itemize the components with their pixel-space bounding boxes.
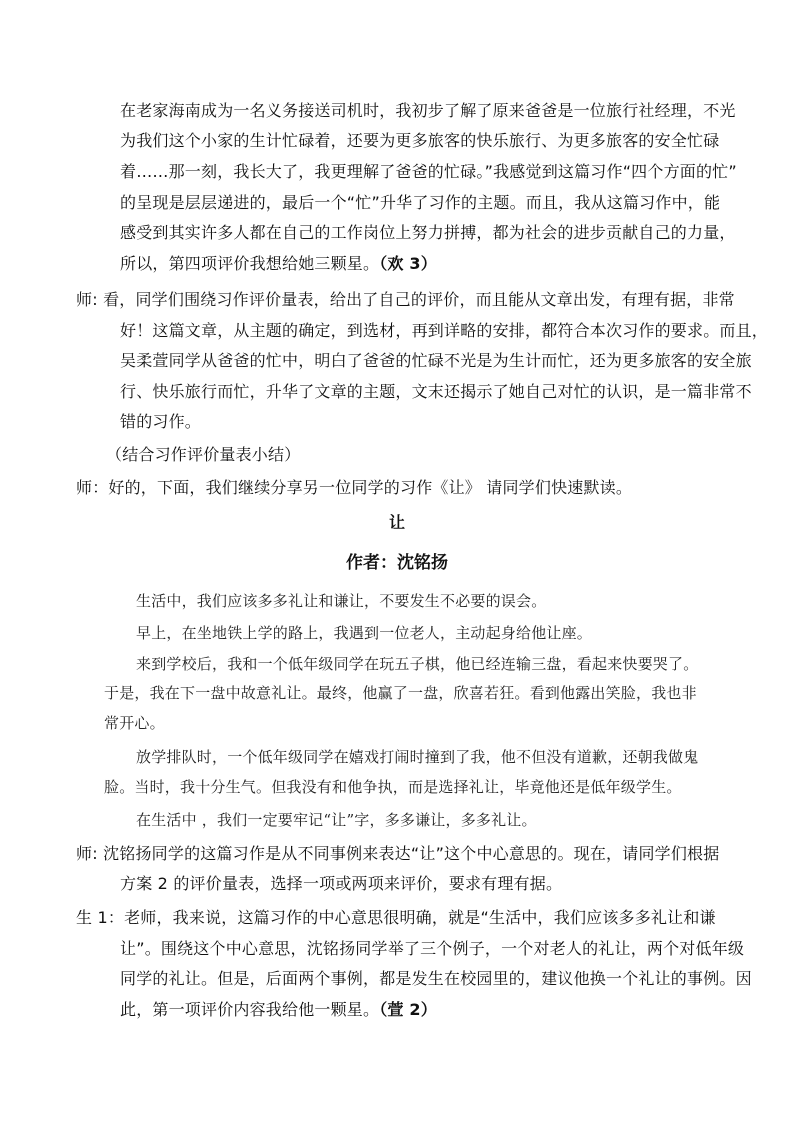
essay-line-4: 于是，我在下一盘中故意礼让。最终，他赢了一盘，欣喜若狂。看到他露出笑脸，我也非 bbox=[104, 684, 697, 702]
para1-last-text: 所以，第四项评价我想给她三颗星。 bbox=[120, 254, 380, 273]
para1-line-2: 为我们这个小家的生计忙碌着，还要为更多旅客的快乐旅行、为更多旅客的安全忙碌 bbox=[120, 131, 720, 150]
essay-line-5: 常开心。 bbox=[104, 714, 165, 732]
para5-line-2: 让”。围绕这个中心意思，沈铭扬同学举了三个例子，一个对老人的礼让，两个对低年级 bbox=[120, 939, 745, 958]
para5-last-tag: （萱 2） bbox=[379, 1000, 437, 1019]
essay-line-6: 放学排队时，一个低年级同学在嬉戏打闹时撞到了我，他不但没有道歉，还朝我做鬼 bbox=[136, 748, 699, 766]
essay-line-2: 早上，在坐地铁上学的路上，我遇到一位老人，主动起身给他让座。 bbox=[136, 624, 593, 642]
para5-line-3: 同学的礼让。但是，后面两个事例，都是发生在校园里的，建议他换一个礼让的事例。因 bbox=[120, 969, 752, 988]
para3-line-1: 师：好的，下面，我们继续分享另一位同学的习作《让》 请同学们快速默读。 bbox=[76, 478, 633, 497]
para1-line-6 bbox=[120, 249, 437, 280]
para1-line-4: 的呈现是层层递进的，最后一个“忙”升华了习作的主题。而且，我从这篇习作中，能 bbox=[120, 193, 721, 212]
para5-last-text: 此，第一项评价内容我给他一颗星。 bbox=[120, 1000, 380, 1019]
para1-line-1: 在老家海南成为一名义务接送司机时，我初步了解了原来爸爸是一位旅行社经理，不光 bbox=[120, 101, 736, 120]
summary-note: （结合习作评价量表小结） bbox=[106, 445, 301, 464]
essay-line-3: 来到学校后，我和一个低年级同学在玩五子棋，他已经连输三盘，看起来快要哭了。 bbox=[136, 655, 699, 673]
para2-line-1: 师: 看，同学们围绕习作评价量表，给出了自己的评价，而且能从文章出发，有理有据，非常 bbox=[76, 290, 735, 309]
para2-line-2: 好！这篇文章，从主题的确定，到选材，再到详略的安排，都符合本次习作的要求。而且， bbox=[120, 321, 769, 340]
essay-title: 让 bbox=[388, 513, 405, 532]
para2-line-3: 吴柔萱同学从爸爸的忙中，明白了爸爸的忙碌不光是为生计而忙，还为更多旅客的安全旅 bbox=[120, 351, 752, 370]
para2-line-4: 行、快乐旅行而忙，升华了文章的主题，文末还揭示了她自己对忙的认识，是一篇非常不 bbox=[120, 382, 752, 401]
para4-line-1: 师: 沈铭扬同学的这篇习作是从不同事例来表达“让”这个中心意思的。现在，请同学们根据 bbox=[76, 844, 720, 863]
para5-line-4 bbox=[120, 995, 437, 1026]
para1-line-5: 感受到其实许多人都在自己的工作岗位上努力拼搏，都为社会的进步贡献自己的力量， bbox=[120, 223, 736, 242]
para4-line-2: 方案 2 的评价量表，选择一项或两项来评价，要求有理有据。 bbox=[120, 874, 563, 893]
essay-line-7: 脸。当时，我十分生气。但我没有和他争执，而是选择礼让，毕竟他还是低年级学生。 bbox=[104, 778, 682, 796]
para2-line-5: 错的习作。 bbox=[120, 412, 202, 431]
essay-line-1: 生活中，我们应该多多礼让和谦让，不要发生不必要的误会。 bbox=[136, 592, 547, 610]
para5-line-1: 生 1：老师，我来说，这篇习作的中心意思很明确，就是“生活中，我们应该多多礼让和谦 bbox=[76, 908, 716, 927]
essay-author: 作者：沈铭扬 bbox=[346, 553, 448, 573]
para1-line-3: 着……那一刻，我长大了，我更理解了爸爸的忙碌。”我感觉到这篇习作“四个方面的忙” bbox=[120, 162, 737, 181]
para1-last-tag: （欢 3） bbox=[379, 254, 437, 273]
essay-line-8: 在生活中 ，我们一定要牢记“让”字，多多谦让，多多礼让。 bbox=[136, 811, 537, 829]
